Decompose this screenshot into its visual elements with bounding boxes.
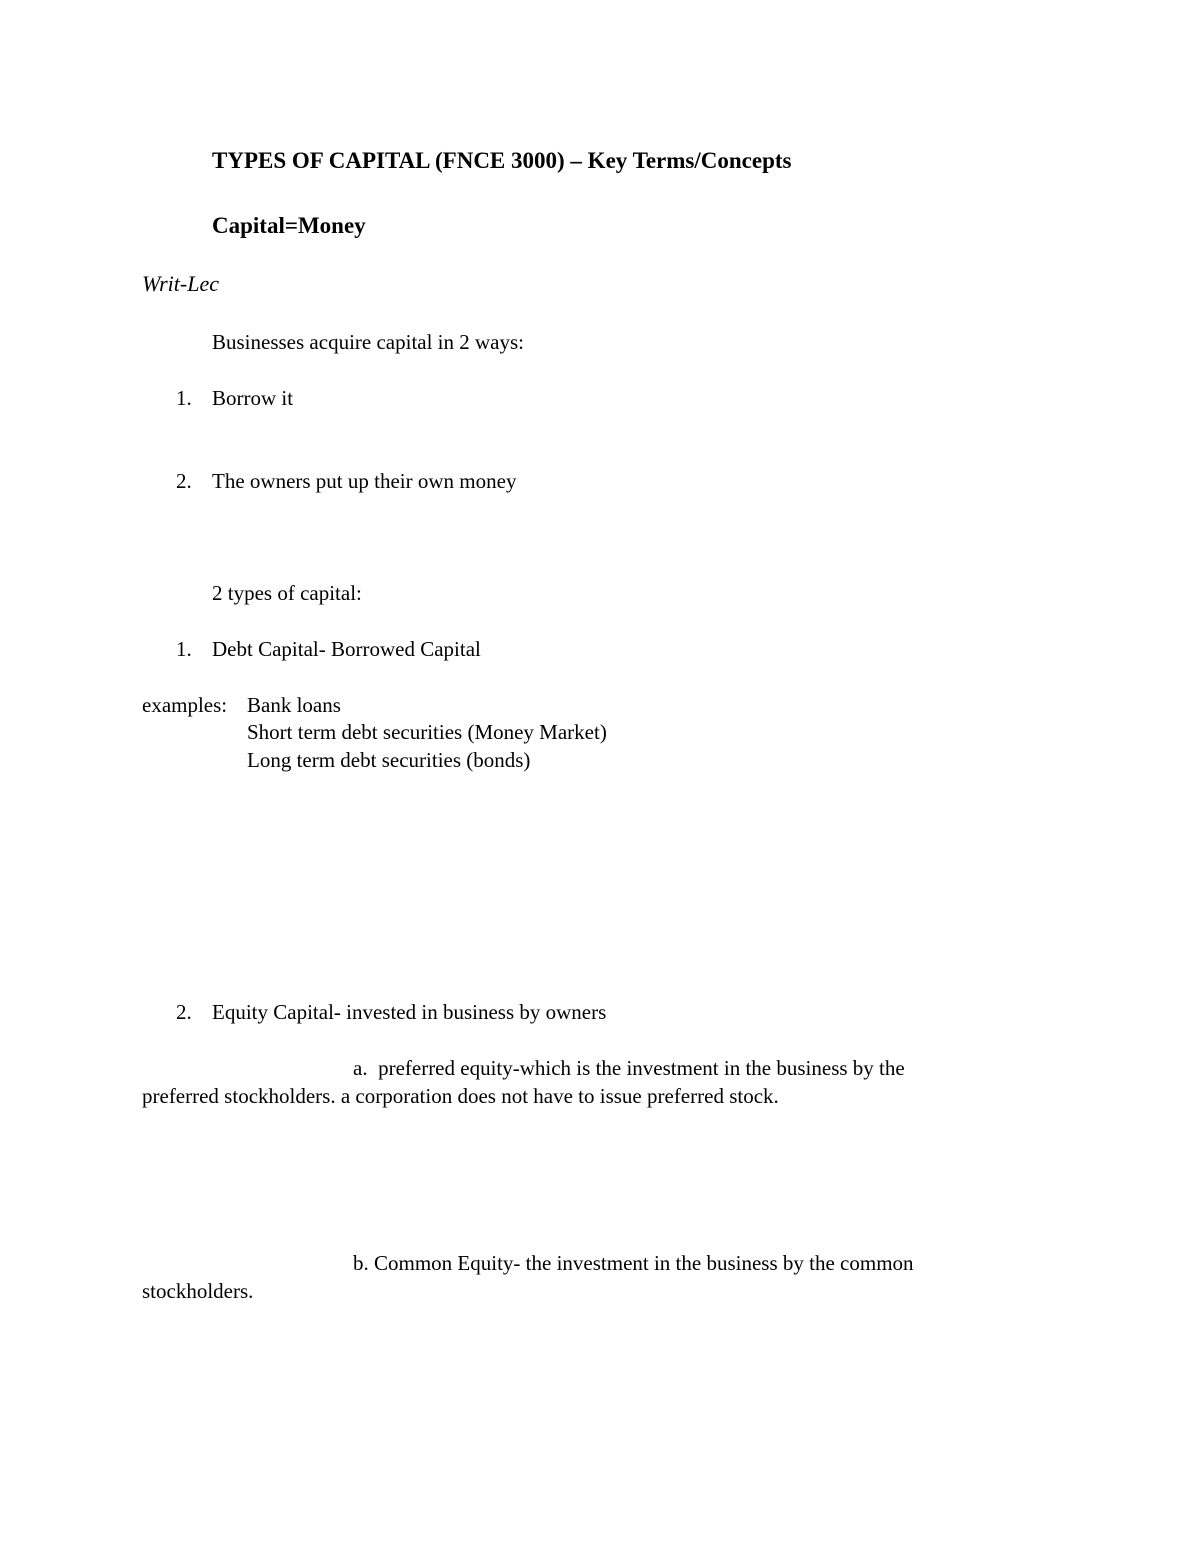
types-intro: 2 types of capital: [212,581,362,605]
list-number: 2. [176,469,192,493]
document-title: TYPES OF CAPITAL (FNCE 3000) – Key Terms/Concepts [212,148,792,173]
list-number: 1. [176,637,192,661]
example-item: Long term debt securities (bonds) [247,748,531,772]
example-item: Bank loans [247,693,341,717]
examples-label: examples: [142,693,228,717]
list-number: 2. [176,1000,192,1024]
preferred-equity-line2: preferred stockholders. a corporation does not have to issue preferred stock. [142,1084,779,1108]
preferred-equity-line1: a. preferred equity-which is the investment in the business by the [353,1056,905,1080]
document-subtitle: Capital=Money [212,213,366,238]
equity-capital-heading: Equity Capital- invested in business by owners [212,1000,607,1024]
list-number: 1. [176,386,192,410]
debt-capital-heading: Debt Capital- Borrowed Capital [212,637,481,661]
common-equity-line2: stockholders. [142,1279,254,1303]
acquire-intro: Businesses acquire capital in 2 ways: [212,330,525,354]
common-equity-line1: b. Common Equity- the investment in the business by the common [353,1251,914,1275]
list-item: The owners put up their own money [212,469,517,493]
section-label: Writ-Lec [142,271,219,296]
list-item: Borrow it [212,386,294,410]
example-item: Short term debt securities (Money Market) [247,720,607,744]
